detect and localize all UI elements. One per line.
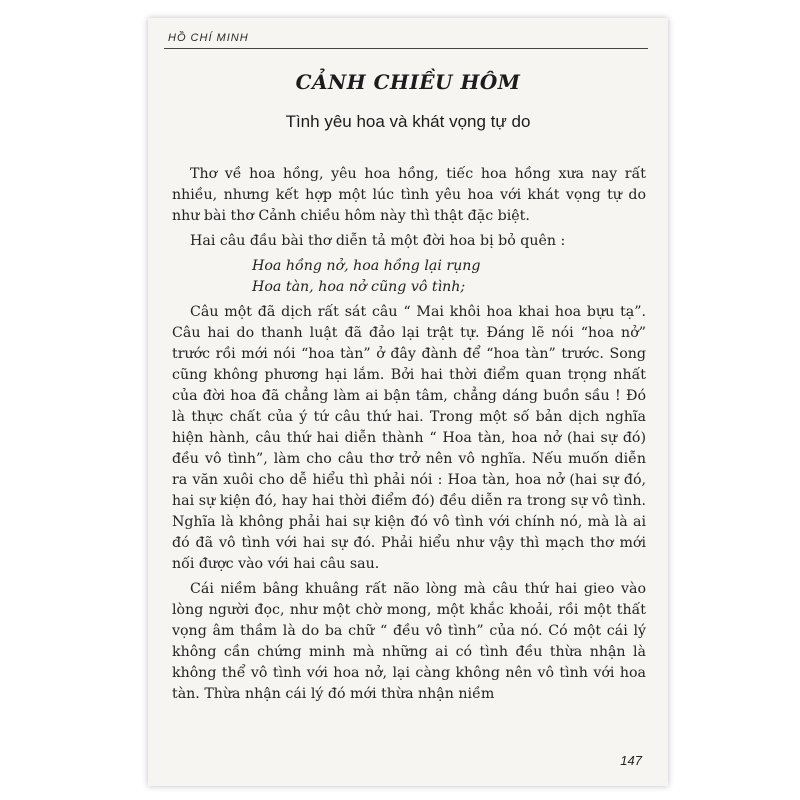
paragraph: Hai câu đầu bài thơ diễn tả một đời hoa bị bỏ quên : [190, 233, 566, 249]
paragraph: Câu một đã dịch rất sát câu “ Mai khôi hoa khai hoa bựu tạ”. Câu hai do thanh luật đã đảo lại trật tự. Đáng lẽ nói “hoa nở” trước rồi mới nói “hoa tàn” ở đây đành để “hoa tàn” trước. Song cũng không phương hại lắm. Bởi hai thời điểm quan trọng nhất của đời hoa đã chẳng làm ai bận tâm, chẳng dáng buồn sầu ! Đó là thực chất của ý tứ câu thứ hai. Trong một số bản dịch nghĩa hiện hành, câu thứ hai diễn thành “ Hoa tàn, hoa nở (hai sự đó) đều vô tình”, làm cho câu thơ trở nên vô nghĩa. Nếu muốn diễn ra văn xuôi cho dễ hiểu thì phải nói : Hoa tàn, hoa nở (hai sự đó, hai sự kiện đó, hay hai thời điểm đó) đều diễn ra trong sự vô tình. Nghĩa là không phải hai sự kiện đó vô tình với chính nó, mà là ai đó đã vô tình với hai sự đó. Phải hiểu như vậy thì mạch thơ mới nối được vào với hai câu sau. [172, 304, 646, 572]
book-page [148, 18, 668, 786]
verse-line: Hoa tàn, hoa nở cũng vô tình; [252, 279, 466, 295]
verse-line: Hoa hồng nở, hoa hồng lại rụng [252, 258, 481, 274]
section-subtitle: Tình yêu hoa và khát vọng tự do [285, 112, 531, 131]
paragraph: Thơ về hoa hồng, yêu hoa hồng, tiếc hoa hồng xưa nay rất nhiều, nhưng kết hợp một lúc tình yêu hoa với khát vọng tự do như bài thơ Cảnh chiều hôm này thì thật đặc biệt. [172, 166, 646, 224]
paragraph: Cái niềm bâng khuâng rất não lòng mà câu thứ hai gieo vào lòng người đọc, như một chờ mong, một khắc khoải, rồi một thất vọng âm thầm là do ba chữ “ đều vô tình” của nó. Có một cái lý không cần chứng minh mà những ai có tình đều thừa nhận là không thể vô tình với hoa nở, lại càng không nên vô tình với hoa tàn. Thừa nhận cái lý đó mới thừa nhận niềm [172, 581, 646, 702]
page-number: 147 [620, 753, 642, 768]
header-rule [164, 48, 648, 49]
poem-title: CẢNH CHIỀU HÔM [295, 70, 521, 94]
body-text [172, 164, 646, 709]
running-head: HỒ CHÍ MINH [168, 32, 249, 44]
